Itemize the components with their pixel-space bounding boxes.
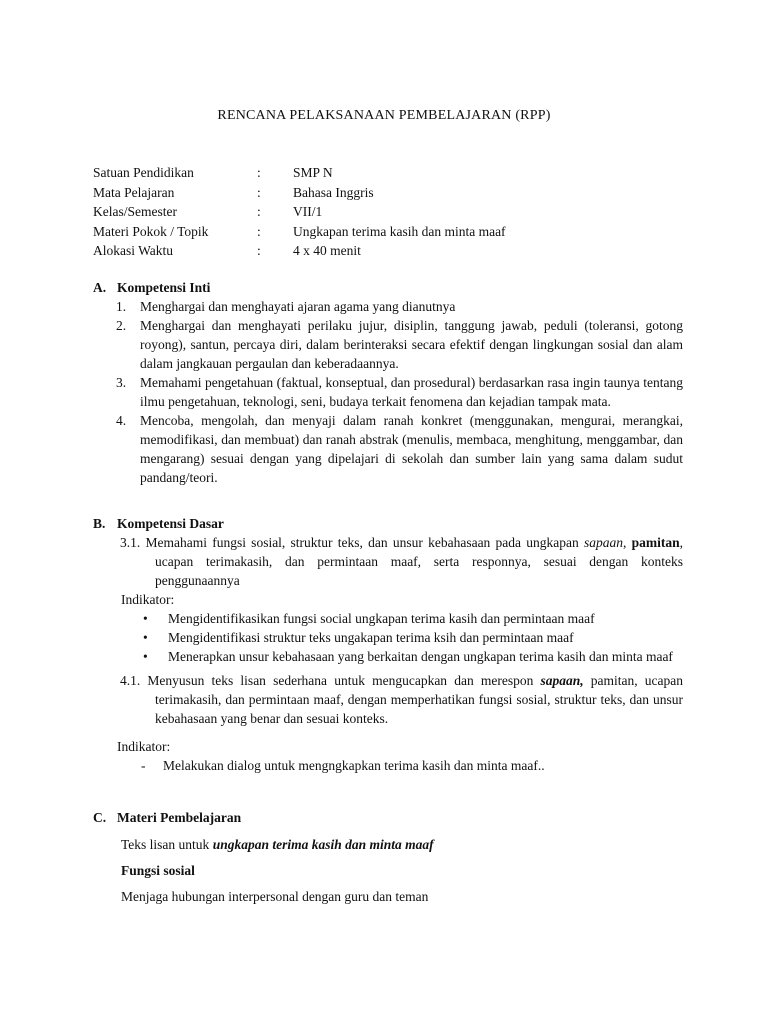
meta-colon: : xyxy=(257,223,261,239)
list-text: Menghargai dan menghayati ajaran agama yang dianutnya xyxy=(140,299,456,314)
bullet-item xyxy=(93,628,683,647)
kd-emph-sapaan: sapaan, xyxy=(540,673,584,688)
dash-item xyxy=(93,756,683,775)
bullet-text: Mengidentifikasi struktur teks ungakapan terima ksih dan permintaan maaf xyxy=(168,630,574,645)
materi-emph: ungkapan terima kasih dan minta maaf xyxy=(212,837,434,852)
document-title: RENCANA PELAKSANAAN PEMBELAJARAN (RPP) xyxy=(217,108,551,123)
list-text: Memahami pengetahuan (faktual, konseptual, dan prosedural) berdasarkan rasa ingin taunya tentang ilmu pengetahuan, teknologi, seni, budaya terkait fenomena dan kejadian tampak mata. xyxy=(140,375,683,409)
meta-label: Satuan Pendidikan xyxy=(93,165,194,180)
meta-colon: : xyxy=(257,184,261,200)
list-number: 2. xyxy=(116,318,127,333)
meta-value: SMP N xyxy=(293,165,333,180)
meta-label: Mata Pelajaran xyxy=(93,184,175,200)
section-letter: B. xyxy=(93,516,106,531)
section-kompetensi-dasar xyxy=(93,514,683,775)
section-title: Kompetensi Dasar xyxy=(117,516,224,531)
list-number: 4. xyxy=(116,413,127,428)
meta-colon: : xyxy=(257,165,261,180)
fungsi-heading: Fungsi sosial xyxy=(121,863,195,878)
list-text: Menghargai dan menghayati perilaku jujur, disiplin, tanggung jawab, peduli (toleransi, gotong royong), santun, percaya diri, dalam berinteraksi secara efektif dengan lingkungan sosial dan alam dalam jangkauan pergaulan dan keberadaannya. xyxy=(140,318,683,371)
section-letter: C. xyxy=(93,810,107,825)
meta-label: Kelas/Semester xyxy=(93,204,177,219)
indikator-label: Indikator: xyxy=(121,592,175,607)
kd-text: Memahami fungsi sosial, struktur teks, dan unsur kebahasaan pada ungkapan xyxy=(140,535,584,550)
kd-number: 3.1. xyxy=(120,535,141,550)
indikator-label: Indikator: xyxy=(117,739,171,754)
section-title: Materi Pembelajaran xyxy=(117,810,242,825)
meta-value: Bahasa Inggris xyxy=(293,184,374,200)
bullet-icon: • xyxy=(143,630,148,645)
kd-text: pamitan, ucapan terimakasih, dan permintaan maaf, dengan memperhatikan fungsi sosial, struktur teks, dan unsur kebahasaan yang benar dan sesuai konteks. xyxy=(155,673,684,726)
kd-item-3-1 xyxy=(93,533,683,590)
bullet-text: Mengidentifikasikan fungsi social ungkapan terima kasih dan permintaan maaf xyxy=(168,611,595,626)
list-item xyxy=(93,411,683,487)
list-number: 1. xyxy=(116,299,127,314)
bullet-text: Menerapkan unsur kebahasaan yang berkaitan dengan ungkapan terima kasih dan minta maaf xyxy=(168,649,673,664)
meta-value: Ungkapan terima kasih dan minta maaf xyxy=(293,223,506,239)
bullet-item xyxy=(93,609,683,628)
meta-value: 4 x 40 menit xyxy=(293,243,361,258)
section-kompetensi-inti xyxy=(93,278,683,487)
kd-emph-pamitan: pamitan xyxy=(631,535,680,550)
bullet-icon: • xyxy=(143,649,148,664)
kd-text: Menyusun teks lisan sederhana untuk mengucapkan dan merespon xyxy=(140,673,541,688)
kd-item-4-1 xyxy=(93,671,683,728)
section-heading xyxy=(93,278,683,297)
section-title: Kompetensi Inti xyxy=(117,280,211,295)
materi-text: Teks lisan untuk xyxy=(121,837,213,852)
section-materi xyxy=(93,808,683,906)
meta-colon: : xyxy=(257,243,261,258)
bullet-icon: • xyxy=(143,611,148,626)
kd-text: , ucapan terimakasih, dan permintaan maaf, serta responnya, sesuai dengan konteks penggunaannya xyxy=(155,535,683,588)
dash-text: Melakukan dialog untuk mengngkapkan terima kasih dan minta maaf.. xyxy=(163,758,545,773)
bullet-item xyxy=(93,647,683,666)
section-heading xyxy=(93,514,683,533)
section-letter: A. xyxy=(93,280,107,295)
meta-value: VII/1 xyxy=(293,204,323,219)
meta-label: Materi Pokok / Topik xyxy=(93,223,209,239)
kd-sep: , xyxy=(623,535,632,550)
list-item xyxy=(93,373,683,411)
dash-icon: - xyxy=(141,758,146,773)
meta-colon: : xyxy=(257,204,261,219)
list-number: 3. xyxy=(116,375,127,390)
fungsi-text: Menjaga hubungan interpersonal dengan guru dan teman xyxy=(121,889,429,904)
materi-teks xyxy=(93,835,683,854)
kd-number: 4.1. xyxy=(120,673,141,688)
list-text: Mencoba, mengolah, dan menyaji dalam ranah konkret (menggunakan, mengurai, merangkai, memodifikasi, dan membuat) dan ranah abstrak (menulis, membaca, menghitung, menggambar, dan mengarang) sesuai dengan yang dipelajari di sekolah dan sumber lain yang sama dalam sudut pandang/teori. xyxy=(140,413,683,485)
kd-emph-sapaan: sapaan xyxy=(583,535,623,550)
section-heading xyxy=(93,808,683,827)
meta-label: Alokasi Waktu xyxy=(93,243,174,258)
list-item xyxy=(93,316,683,373)
list-item xyxy=(93,297,683,316)
